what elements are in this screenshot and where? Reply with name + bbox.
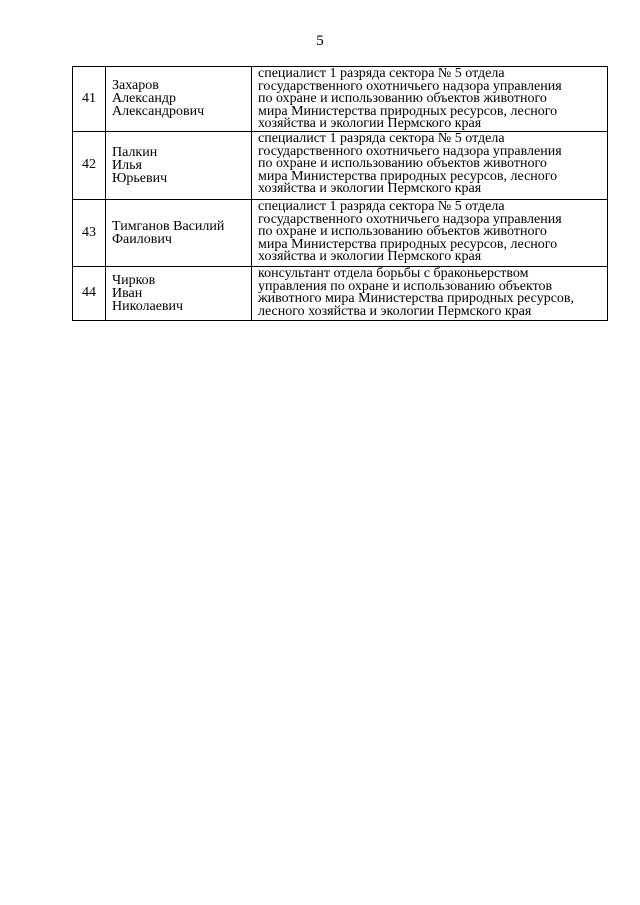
position-line: специалист 1 разряда сектора № 5 отдела (258, 198, 505, 214)
employee-position (252, 199, 608, 266)
name-line: Александрович (112, 104, 205, 120)
position-line: по охране и использованию объектов животного (258, 224, 547, 240)
position-line: по охране и использованию объектов животного (258, 156, 547, 172)
table-row (73, 131, 608, 199)
position-line: хозяйства и экологии Пермского края (258, 116, 482, 132)
employee-position (252, 67, 608, 132)
table-row (73, 199, 608, 266)
name-line: Иван (112, 285, 143, 301)
table-row (73, 67, 608, 132)
position-line: специалист 1 разряда сектора № 5 отдела (258, 66, 505, 81)
position-line: лесного хозяйства и экологии Пермского края (258, 303, 532, 319)
position-line: государственного охотничьего надзора управления (258, 143, 562, 159)
employee-name (106, 67, 252, 132)
position-line: мира Министерства природных ресурсов, лесного (258, 168, 558, 184)
name-line: Николаевич (112, 298, 184, 314)
name-line: Юрьевич (112, 170, 168, 186)
page-number: 5 (316, 33, 324, 49)
position-line: мира Министерства природных ресурсов, лесного (258, 103, 558, 119)
position-line: хозяйства и экологии Пермского края (258, 249, 482, 265)
position-line: животного мира Министерства природных ресурсов, (258, 291, 575, 307)
row-number: 41 (73, 67, 106, 132)
staff-table (72, 66, 608, 321)
name-line: Тимганов Василий (112, 218, 225, 234)
row-number: 42 (73, 131, 106, 199)
employee-position (252, 131, 608, 199)
position-line: консультант отдела борьбы с браконьерством (258, 265, 529, 281)
employee-position (252, 266, 608, 320)
name-line: Александр (112, 91, 176, 107)
position-line: управления по охране и использованию объектов (258, 278, 553, 294)
employee-name (106, 131, 252, 199)
position-line: специалист 1 разряда сектора № 5 отдела (258, 130, 505, 146)
name-line: Чирков (112, 272, 156, 288)
position-line: мира Министерства природных ресурсов, лесного (258, 236, 558, 252)
position-line: государственного охотничьего надзора управления (258, 211, 562, 227)
name-line: Фаилович (112, 231, 172, 247)
name-line: Захаров (112, 78, 159, 94)
employee-name (106, 266, 252, 320)
name-line: Палкин (112, 144, 158, 160)
row-number: 44 (73, 266, 106, 320)
employee-name (106, 199, 252, 266)
position-line: по охране и использованию объектов животного (258, 91, 547, 107)
position-line: государственного охотничьего надзора управления (258, 78, 562, 94)
name-line: Илья (112, 157, 142, 173)
row-number: 43 (73, 199, 106, 266)
position-line: хозяйства и экологии Пермского края (258, 181, 482, 197)
table-row (73, 266, 608, 320)
